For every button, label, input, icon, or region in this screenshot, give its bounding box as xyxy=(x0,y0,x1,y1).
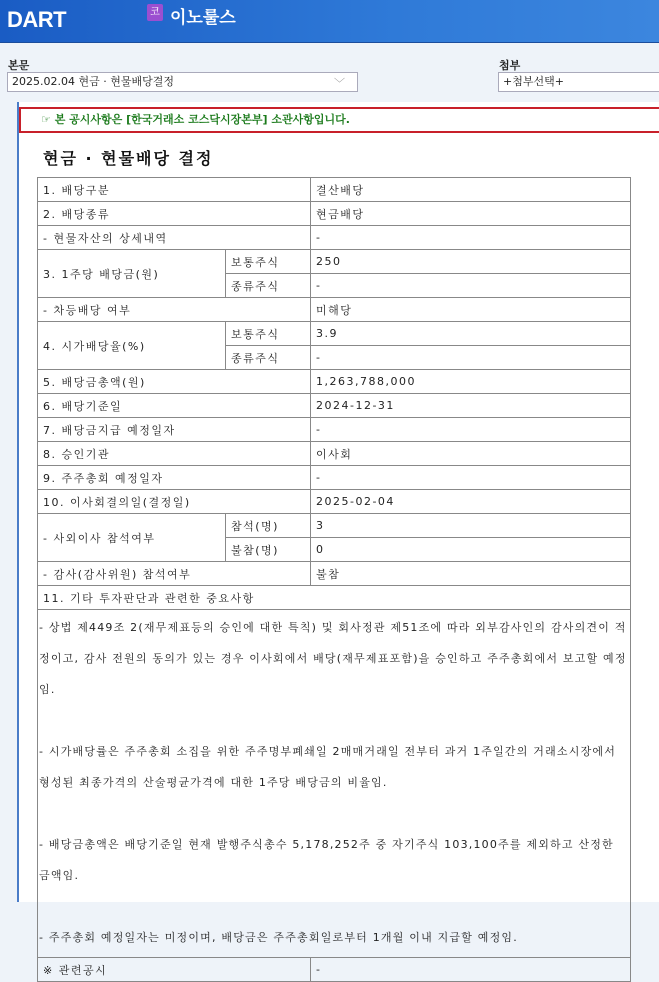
row-label: - 사외이사 참석여부 xyxy=(38,514,226,562)
paragraph: - 상법 제449조 2(재무제표등의 승인에 대한 특칙) 및 회사정관 제51조에 따라 외부감사인의 감사의견이 적정이고, 감사 전원의 동의가 있는 경우 이사회에서 배당(재무제표포함)을 승인하고 주주총회에서 보고할 예정임. xyxy=(39,621,627,696)
sub-label: 불참(명) xyxy=(226,538,311,562)
attach-select[interactable] xyxy=(498,72,659,92)
row-value: 1,263,788,000 xyxy=(311,370,631,394)
row-value: 불참 xyxy=(311,562,631,586)
sub-label: 종류주식 xyxy=(226,274,311,298)
disclosure-table xyxy=(37,177,631,982)
row-value: - xyxy=(311,274,631,298)
attach-select-value: +첨부선택+ xyxy=(503,75,564,88)
row-value: 현금배당 xyxy=(311,202,631,226)
other-matters-text xyxy=(38,610,631,958)
row-label: 10. 이사회결의일(결정일) xyxy=(38,490,311,514)
row-value: 결산배당 xyxy=(311,178,631,202)
table-row xyxy=(38,610,631,958)
row-value: 2024-12-31 xyxy=(311,394,631,418)
attach-label: 첨부 xyxy=(499,59,521,72)
sub-label: 보통주식 xyxy=(226,322,311,346)
table-row xyxy=(38,562,631,586)
row-label: 2. 배당종류 xyxy=(38,202,311,226)
row-value: 0 xyxy=(311,538,631,562)
row-label: 9. 주주총회 예정일자 xyxy=(38,466,311,490)
table-row xyxy=(38,178,631,202)
row-value: - xyxy=(311,346,631,370)
table-row xyxy=(38,298,631,322)
table-row xyxy=(38,418,631,442)
section-heading: 11. 기타 투자판단과 관련한 중요사항 xyxy=(38,586,631,610)
company-name[interactable]: 이노룰스 xyxy=(170,8,236,28)
row-label: - 현물자산의 상세내역 xyxy=(38,226,311,250)
chevron-down-icon: ﹀ xyxy=(334,77,345,90)
row-label: 4. 시가배당율(%) xyxy=(38,322,226,370)
table-row xyxy=(38,466,631,490)
table-row xyxy=(38,958,631,982)
table-row xyxy=(38,514,631,538)
notice-banner: ☞ 본 공시사항은 [한국거래소 코스닥시장본부] 소관사항입니다. xyxy=(19,107,659,133)
table-row xyxy=(38,442,631,466)
table-row xyxy=(38,322,631,346)
row-value: 3 xyxy=(311,514,631,538)
row-value: - xyxy=(311,226,631,250)
table-row xyxy=(38,490,631,514)
row-value: 3.9 xyxy=(311,322,631,346)
logo-text: DART xyxy=(7,7,67,32)
row-value: 2025-02-04 xyxy=(311,490,631,514)
row-value: 미해당 xyxy=(311,298,631,322)
table-row xyxy=(38,586,631,610)
table-row xyxy=(38,370,631,394)
document-title: 현금 · 현물배당 결정 xyxy=(43,149,214,168)
row-value: - xyxy=(311,418,631,442)
table-row xyxy=(38,250,631,274)
table-row xyxy=(38,202,631,226)
row-label: - 차등배당 여부 xyxy=(38,298,311,322)
body-select[interactable] xyxy=(7,72,358,92)
row-label: 5. 배당금총액(원) xyxy=(38,370,311,394)
header-bar xyxy=(0,0,659,43)
paragraph: - 시가배당률은 주주총회 소집을 위한 주주명부폐쇄일 2매매거래일 전부터 과거 1주일간의 거래소시장에서 형성된 최종가격의 산술평균가격에 대한 1주당 배당금의 비율임. xyxy=(39,745,617,789)
row-label: ※ 관련공시 xyxy=(38,958,311,982)
sub-label: 참석(명) xyxy=(226,514,311,538)
body-label: 본문 xyxy=(8,59,30,72)
row-label: - 감사(감사위원) 참석여부 xyxy=(38,562,311,586)
paragraph: - 주주총회 예정일자는 미정이며, 배당금은 주주총회일로부터 1개월 이내 지급할 예정임. xyxy=(39,931,518,944)
row-label: 6. 배당기준일 xyxy=(38,394,311,418)
row-label: 1. 배당구분 xyxy=(38,178,311,202)
dart-logo[interactable] xyxy=(7,7,66,33)
row-label: 8. 승인기관 xyxy=(38,442,311,466)
sub-label: 종류주식 xyxy=(226,346,311,370)
body-select-value: 2025.02.04 현금 · 현물배당결정 xyxy=(12,75,174,88)
row-value: 250 xyxy=(311,250,631,274)
paragraph: - 배당금총액은 배당기준일 현재 발행주식총수 5,178,252주 중 자기주식 103,100주를 제외하고 산정한 금액임. xyxy=(39,838,614,882)
row-value: - xyxy=(311,466,631,490)
row-label: 7. 배당금지급 예정일자 xyxy=(38,418,311,442)
table-row xyxy=(38,226,631,250)
kosdaq-badge: 코 xyxy=(147,4,163,21)
sub-label: 보통주식 xyxy=(226,250,311,274)
row-value: - xyxy=(311,958,631,982)
row-label: 3. 1주당 배당금(원) xyxy=(38,250,226,298)
table-row xyxy=(38,394,631,418)
row-value: 이사회 xyxy=(311,442,631,466)
